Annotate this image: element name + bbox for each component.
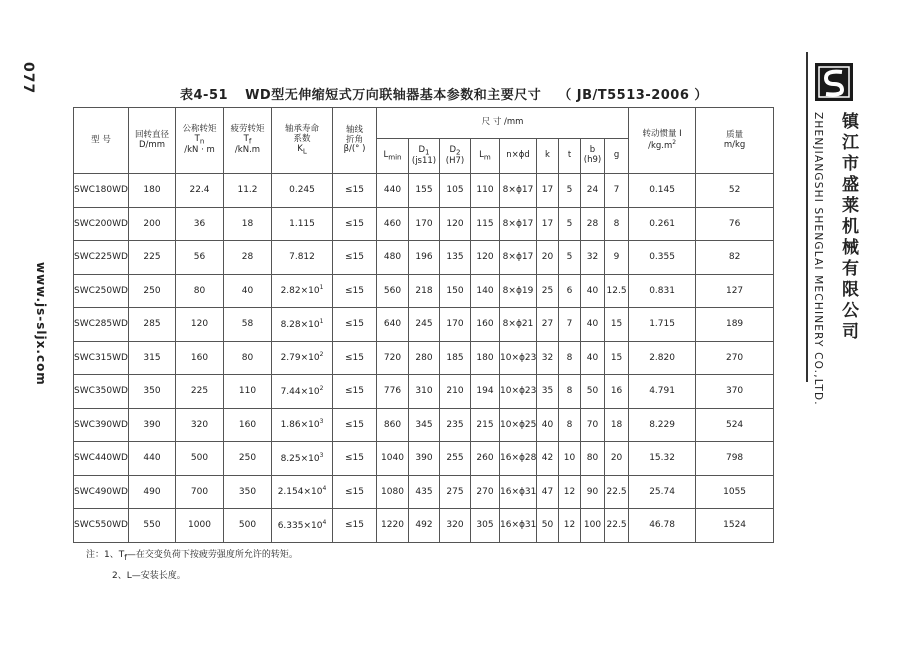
cell-t: 10 xyxy=(559,442,581,476)
cell-d: 490 xyxy=(129,475,176,509)
company-logo-icon xyxy=(814,62,854,102)
cell-b: 100 xyxy=(581,509,605,543)
cell-tn: 160 xyxy=(176,341,224,375)
cell-model: SWC225WD xyxy=(74,241,129,275)
cell-d2: 275 xyxy=(440,475,471,509)
cell-d2: 210 xyxy=(440,375,471,409)
table-row xyxy=(74,509,774,543)
cell-d2: 150 xyxy=(440,274,471,308)
cell-d1: 435 xyxy=(409,475,440,509)
cell-kl: $2.154\times 10^4$ xyxy=(272,475,333,509)
cell-m: 52 xyxy=(696,174,774,208)
cell-i: 15.32 xyxy=(629,442,696,476)
cell-d1: 492 xyxy=(409,509,440,543)
cell-lm: 110 xyxy=(471,174,500,208)
website-url[interactable]: www.js-sljx.com xyxy=(34,262,48,386)
cell-k: 17 xyxy=(537,207,559,241)
cell-m: 798 xyxy=(696,442,774,476)
cell-kl: 1.115 xyxy=(272,207,333,241)
header-inertia: 转动惯量 I $/kg.m^2$ xyxy=(629,108,696,174)
cell-d: 440 xyxy=(129,442,176,476)
cell-model: SWC200WD xyxy=(74,207,129,241)
cell-b: 80 xyxy=(581,442,605,476)
header-dimensions: 尺 寸 /mm xyxy=(377,108,629,139)
cell-m: 127 xyxy=(696,274,774,308)
cell-lmin: 1040 xyxy=(377,442,409,476)
cell-k: 35 xyxy=(537,375,559,409)
cell-tf: 250 xyxy=(224,442,272,476)
table-row xyxy=(74,308,774,342)
table-row xyxy=(74,241,774,275)
header-diameter: 回转直径 D/mm xyxy=(129,108,176,174)
cell-tn: 500 xyxy=(176,442,224,476)
cell-nd: 16×ϕ28 xyxy=(500,442,537,476)
cell-lm: 215 xyxy=(471,408,500,442)
cell-tn: 1000 xyxy=(176,509,224,543)
cell-d1: 390 xyxy=(409,442,440,476)
cell-d1: 280 xyxy=(409,341,440,375)
header-axis-angle: 轴线 折角 β/(° ) xyxy=(333,108,377,174)
cell-k: 40 xyxy=(537,408,559,442)
cell-g: 16 xyxy=(605,375,629,409)
cell-d2: 120 xyxy=(440,207,471,241)
cell-kl: 0.245 xyxy=(272,174,333,208)
note-2: 2、L—安装长度。 xyxy=(112,570,186,581)
header-nominal-torque: 公称转矩 $T_n$ /kN · m xyxy=(176,108,224,174)
header-lm: $L_m$ xyxy=(471,139,500,174)
cell-d1: 170 xyxy=(409,207,440,241)
cell-model: SWC180WD xyxy=(74,174,129,208)
cell-d2: 105 xyxy=(440,174,471,208)
brand-divider xyxy=(806,52,808,382)
cell-k: 42 xyxy=(537,442,559,476)
cell-k: 50 xyxy=(537,509,559,543)
cell-b: 40 xyxy=(581,308,605,342)
cell-lm: 120 xyxy=(471,241,500,275)
cell-model: SWC550WD xyxy=(74,509,129,543)
table-title xyxy=(180,84,708,103)
cell-beta: ≤15 xyxy=(333,475,377,509)
cell-d2: 320 xyxy=(440,509,471,543)
cell-nd: 16×ϕ31 xyxy=(500,475,537,509)
cell-nd: 10×ϕ23 xyxy=(500,341,537,375)
cell-m: 189 xyxy=(696,308,774,342)
cell-beta: ≤15 xyxy=(333,442,377,476)
cell-tn: 56 xyxy=(176,241,224,275)
cell-k: 20 xyxy=(537,241,559,275)
spec-table xyxy=(73,107,774,543)
cell-i: 0.831 xyxy=(629,274,696,308)
cell-nd: 16×ϕ31 xyxy=(500,509,537,543)
header-b: b (h9) xyxy=(581,139,605,174)
cell-m: 82 xyxy=(696,241,774,275)
cell-d2: 185 xyxy=(440,341,471,375)
cell-b: 28 xyxy=(581,207,605,241)
cell-model: SWC440WD xyxy=(74,442,129,476)
cell-kl: $7.44\times 10^2$ xyxy=(272,375,333,409)
cell-g: 22.5 xyxy=(605,475,629,509)
cell-lm: 260 xyxy=(471,442,500,476)
table-title-text: WD型无伸缩短式万向联轴器基本参数和主要尺寸 xyxy=(245,88,542,103)
cell-g: 22.5 xyxy=(605,509,629,543)
cell-tf: 40 xyxy=(224,274,272,308)
cell-d: 180 xyxy=(129,174,176,208)
cell-nd: 10×ϕ23 xyxy=(500,375,537,409)
cell-d2: 170 xyxy=(440,308,471,342)
cell-t: 12 xyxy=(559,509,581,543)
table-row xyxy=(74,408,774,442)
cell-model: SWC250WD xyxy=(74,274,129,308)
cell-kl: $6.335\times 10^4$ xyxy=(272,509,333,543)
cell-nd: 8×ϕ21 xyxy=(500,308,537,342)
cell-beta: ≤15 xyxy=(333,207,377,241)
cell-i: 0.261 xyxy=(629,207,696,241)
cell-b: 32 xyxy=(581,241,605,275)
cell-g: 15 xyxy=(605,308,629,342)
cell-t: 7 xyxy=(559,308,581,342)
cell-tf: 160 xyxy=(224,408,272,442)
cell-d1: 196 xyxy=(409,241,440,275)
cell-t: 5 xyxy=(559,174,581,208)
cell-d: 350 xyxy=(129,375,176,409)
cell-lmin: 720 xyxy=(377,341,409,375)
cell-i: 25.74 xyxy=(629,475,696,509)
cell-tf: 28 xyxy=(224,241,272,275)
table-row xyxy=(74,341,774,375)
cell-lmin: 640 xyxy=(377,308,409,342)
cell-i: 4.791 xyxy=(629,375,696,409)
cell-b: 50 xyxy=(581,375,605,409)
cell-i: 8.229 xyxy=(629,408,696,442)
cell-d: 200 xyxy=(129,207,176,241)
spec-table-body xyxy=(74,174,774,543)
cell-lm: 160 xyxy=(471,308,500,342)
cell-d2: 255 xyxy=(440,442,471,476)
cell-m: 524 xyxy=(696,408,774,442)
cell-model: SWC315WD xyxy=(74,341,129,375)
cell-d2: 135 xyxy=(440,241,471,275)
cell-tn: 36 xyxy=(176,207,224,241)
header-d2: $D_2$ (H7) xyxy=(440,139,471,174)
cell-tn: 700 xyxy=(176,475,224,509)
header-g: g xyxy=(605,139,629,174)
cell-tn: 120 xyxy=(176,308,224,342)
cell-g: 20 xyxy=(605,442,629,476)
header-bearing-life: 轴承寿命 系数 $K_L$ xyxy=(272,108,333,174)
cell-i: 0.355 xyxy=(629,241,696,275)
cell-b: 24 xyxy=(581,174,605,208)
header-d1: $D_1$ (js11) xyxy=(409,139,440,174)
cell-b: 40 xyxy=(581,274,605,308)
cell-b: 40 xyxy=(581,341,605,375)
table-standard: （ JB/T5513-2006 ） xyxy=(558,88,708,103)
cell-nd: 8×ϕ17 xyxy=(500,207,537,241)
cell-d1: 345 xyxy=(409,408,440,442)
cell-i: 0.145 xyxy=(629,174,696,208)
cell-d2: 235 xyxy=(440,408,471,442)
cell-beta: ≤15 xyxy=(333,274,377,308)
cell-tf: 58 xyxy=(224,308,272,342)
cell-tn: 80 xyxy=(176,274,224,308)
header-mass: 质量 m/kg xyxy=(696,108,774,174)
cell-m: 270 xyxy=(696,341,774,375)
cell-d: 390 xyxy=(129,408,176,442)
cell-lmin: 460 xyxy=(377,207,409,241)
cell-beta: ≤15 xyxy=(333,509,377,543)
header-model: 型 号 xyxy=(74,108,129,174)
cell-k: 27 xyxy=(537,308,559,342)
cell-tf: 80 xyxy=(224,341,272,375)
cell-model: SWC390WD xyxy=(74,408,129,442)
cell-m: 1524 xyxy=(696,509,774,543)
cell-lm: 194 xyxy=(471,375,500,409)
cell-lm: 115 xyxy=(471,207,500,241)
cell-t: 5 xyxy=(559,241,581,275)
cell-lmin: 560 xyxy=(377,274,409,308)
cell-tn: 22.4 xyxy=(176,174,224,208)
cell-kl: $8.25\times 10^3$ xyxy=(272,442,333,476)
cell-kl: $1.86\times 10^3$ xyxy=(272,408,333,442)
cell-tf: 350 xyxy=(224,475,272,509)
cell-lmin: 776 xyxy=(377,375,409,409)
cell-b: 70 xyxy=(581,408,605,442)
cell-lmin: 480 xyxy=(377,241,409,275)
cell-d: 315 xyxy=(129,341,176,375)
table-row xyxy=(74,274,774,308)
cell-g: 18 xyxy=(605,408,629,442)
header-t: t xyxy=(559,139,581,174)
cell-i: 1.715 xyxy=(629,308,696,342)
cell-d: 250 xyxy=(129,274,176,308)
header-nd: n×ϕd xyxy=(500,139,537,174)
cell-kl: $8.28\times 10^1$ xyxy=(272,308,333,342)
table-number: 表4-51 xyxy=(180,88,229,103)
table-row xyxy=(74,174,774,208)
cell-m: 370 xyxy=(696,375,774,409)
note-1: 注：1、$T_f—$在交变负荷下按疲劳强度所允许的转矩。 xyxy=(86,550,298,562)
cell-g: 9 xyxy=(605,241,629,275)
cell-lmin: 1080 xyxy=(377,475,409,509)
cell-t: 8 xyxy=(559,375,581,409)
cell-t: 6 xyxy=(559,274,581,308)
cell-k: 32 xyxy=(537,341,559,375)
cell-model: SWC490WD xyxy=(74,475,129,509)
cell-lm: 270 xyxy=(471,475,500,509)
cell-kl: $2.82\times 10^1$ xyxy=(272,274,333,308)
cell-m: 76 xyxy=(696,207,774,241)
cell-nd: 10×ϕ25 xyxy=(500,408,537,442)
cell-tn: 320 xyxy=(176,408,224,442)
cell-beta: ≤15 xyxy=(333,308,377,342)
cell-g: 12.5 xyxy=(605,274,629,308)
cell-kl: 7.812 xyxy=(272,241,333,275)
cell-d: 285 xyxy=(129,308,176,342)
cell-d: 225 xyxy=(129,241,176,275)
cell-d: 550 xyxy=(129,509,176,543)
cell-tn: 225 xyxy=(176,375,224,409)
table-row xyxy=(74,207,774,241)
cell-t: 12 xyxy=(559,475,581,509)
cell-m: 1055 xyxy=(696,475,774,509)
cell-k: 17 xyxy=(537,174,559,208)
cell-t: 5 xyxy=(559,207,581,241)
cell-d1: 218 xyxy=(409,274,440,308)
cell-beta: ≤15 xyxy=(333,241,377,275)
company-name-cn: 镇江市盛莱机械有限公司 xyxy=(838,112,858,343)
cell-lm: 305 xyxy=(471,509,500,543)
page-number: 077 xyxy=(20,62,36,95)
header-fatigue-torque: 疲劳转矩 $T_f$ /kN.m xyxy=(224,108,272,174)
cell-g: 8 xyxy=(605,207,629,241)
cell-lmin: 860 xyxy=(377,408,409,442)
cell-lm: 180 xyxy=(471,341,500,375)
cell-i: 2.820 xyxy=(629,341,696,375)
table-row xyxy=(74,375,774,409)
cell-d1: 245 xyxy=(409,308,440,342)
cell-kl: $2.79\times 10^2$ xyxy=(272,341,333,375)
cell-model: SWC285WD xyxy=(74,308,129,342)
cell-beta: ≤15 xyxy=(333,408,377,442)
cell-d1: 310 xyxy=(409,375,440,409)
cell-d1: 155 xyxy=(409,174,440,208)
cell-g: 15 xyxy=(605,341,629,375)
cell-g: 7 xyxy=(605,174,629,208)
cell-k: 47 xyxy=(537,475,559,509)
company-name-en: ZHENJIANGSHI SHENGLAI MECHINERY CO.,LTD. xyxy=(812,112,824,406)
cell-model: SWC350WD xyxy=(74,375,129,409)
cell-beta: ≤15 xyxy=(333,375,377,409)
cell-lm: 140 xyxy=(471,274,500,308)
cell-t: 8 xyxy=(559,341,581,375)
header-lmin: $L_{min}$ xyxy=(377,139,409,174)
cell-tf: 110 xyxy=(224,375,272,409)
table-notes xyxy=(86,546,298,586)
cell-t: 8 xyxy=(559,408,581,442)
header-k: k xyxy=(537,139,559,174)
cell-b: 90 xyxy=(581,475,605,509)
cell-lmin: 1220 xyxy=(377,509,409,543)
cell-tf: 11.2 xyxy=(224,174,272,208)
cell-nd: 8×ϕ19 xyxy=(500,274,537,308)
cell-lmin: 440 xyxy=(377,174,409,208)
cell-nd: 8×ϕ17 xyxy=(500,174,537,208)
cell-beta: ≤15 xyxy=(333,341,377,375)
table-row xyxy=(74,475,774,509)
cell-tf: 500 xyxy=(224,509,272,543)
cell-beta: ≤15 xyxy=(333,174,377,208)
cell-i: 46.78 xyxy=(629,509,696,543)
cell-k: 25 xyxy=(537,274,559,308)
cell-tf: 18 xyxy=(224,207,272,241)
table-row xyxy=(74,442,774,476)
cell-nd: 8×ϕ17 xyxy=(500,241,537,275)
